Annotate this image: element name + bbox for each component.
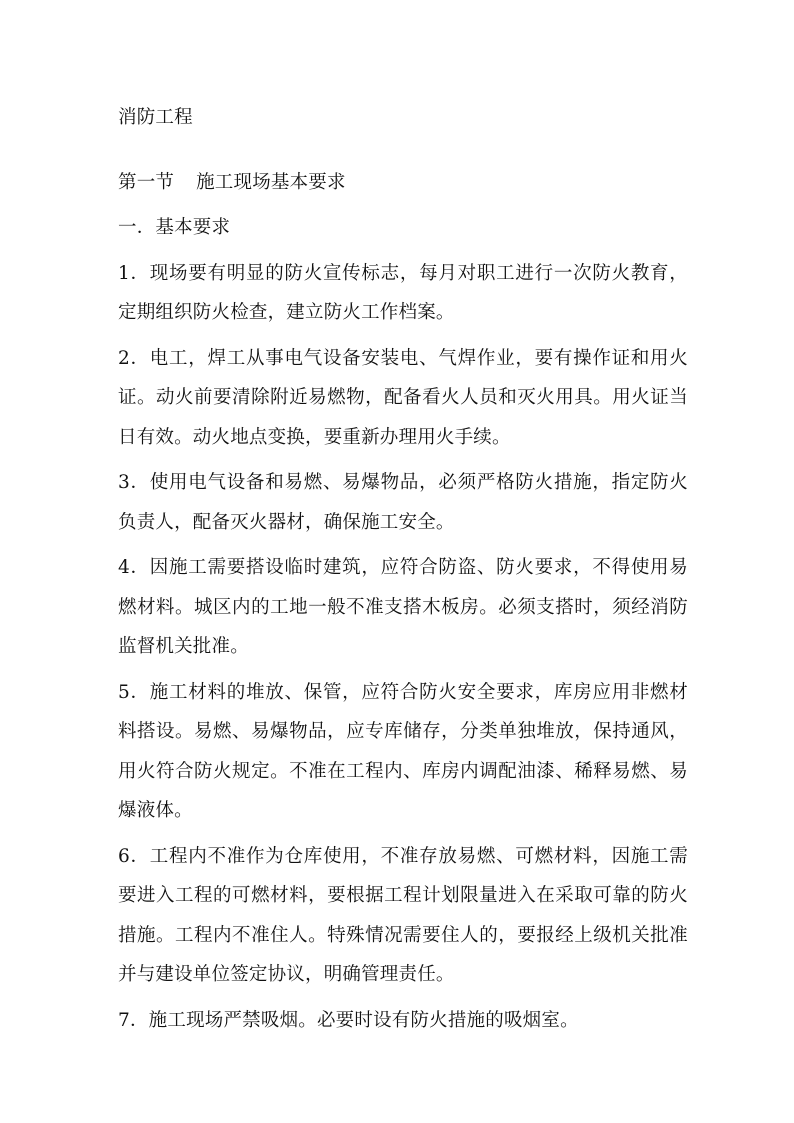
item-text: 工程内不准作为仓库使用，不准存放易燃、可燃材料，因施工需要进入工程的可燃材料，要根据工程计划限量进入在采取可靠的防火措施。工程内不准住人。特殊情况需要住人的，要报经上级机关批准并与建设单位签定协议，明确管理责任。 [118,845,689,985]
item-text: 电工，焊工从事电气设备安装电、气焊作业，要有操作证和用火证。动火前要清除附近易燃物，配备看火人员和灭火用具。用火证当日有效。动火地点变换，要重新办理用火手续。 [118,347,689,448]
item-number: 7． [118,1009,149,1031]
item-text: 使用电气设备和易燃、易爆物品，必须严格防火措施，指定防火负责人，配备灭火器材，确保施工安全。 [118,472,689,533]
list-item-3 [118,463,688,542]
list-item-4 [118,548,688,667]
item-text: 施工现场严禁吸烟。必要时设有防火措施的吸烟室。 [148,1009,579,1031]
item-text: 现场要有明显的防火宣传标志，每月对职工进行一次防火教育，定期组织防火检查，建立防火工作档案。 [118,262,689,323]
item-number: 6． [118,845,150,867]
item-number: 5． [118,681,150,703]
list-item-2 [118,339,688,458]
list-item-7 [118,1001,688,1041]
item-number: 4． [118,557,150,578]
list-item-5 [118,673,688,831]
section-heading [118,163,688,203]
item-number: 3． [118,472,150,493]
section-label: 第一节 [118,171,175,193]
item-number: 1． [118,262,150,284]
section-title-text: 施工现场基本要求 [196,171,346,193]
item-text: 因施工需要搭设临时建筑，应符合防盗、防火要求，不得使用易燃材料。城区内的工地一般不准支搭木板房。必须支搭时，须经消防监督机关批准。 [118,557,689,657]
document-body [118,98,688,1046]
item-text: 施工材料的堆放、保管，应符合防火安全要求，库房应用非燃材料搭设。易燃、易爆物品，应专库储存，分类单独堆放，保持通风，用火符合防火规定。不准在工程内、库房内调配油漆、稀释易燃、易爆液体。 [118,681,689,821]
item-number: 2． [118,347,150,369]
subheading-basic-requirements: 一．基本要求 [118,217,231,238]
list-item-6 [118,837,688,995]
list-item-1 [118,254,688,333]
document-title: 消防工程 [118,107,193,128]
